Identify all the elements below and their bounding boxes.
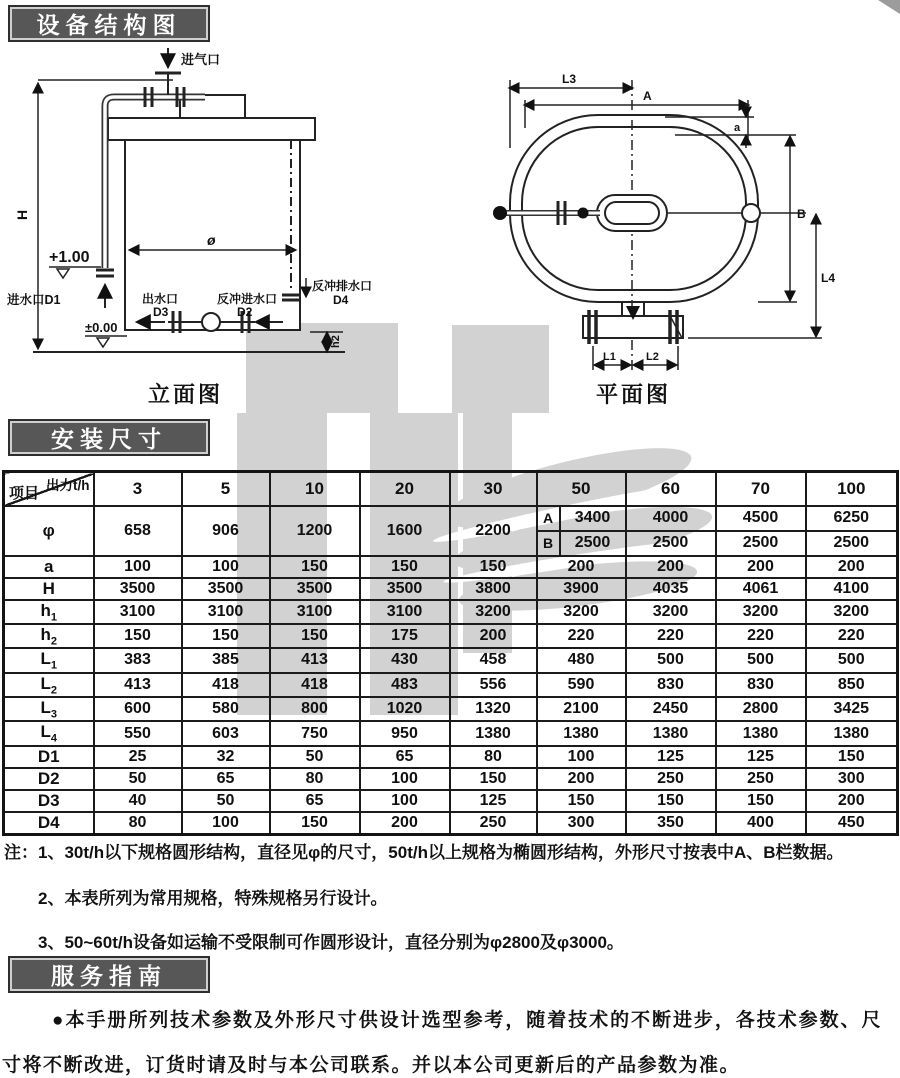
table-cell: 556 xyxy=(450,673,537,697)
elevation-caption: 立面图 xyxy=(148,382,224,407)
table-cell: 200 xyxy=(806,556,898,578)
dimensions-table xyxy=(2,470,899,836)
table-cell: 1380 xyxy=(716,721,806,745)
row-label: $L_4$ xyxy=(4,721,94,745)
dim-L4-label: L4 xyxy=(821,271,836,285)
col-header: 5 xyxy=(182,472,270,506)
table-cell: 150 xyxy=(450,556,537,578)
table-cell: 830 xyxy=(716,673,806,697)
table-cell: 250 xyxy=(626,768,716,790)
service-guide-text xyxy=(2,998,882,1078)
table-cell: 3200 xyxy=(537,600,626,624)
table-cell: 300 xyxy=(806,768,898,790)
row-label: $L_2$ xyxy=(4,673,94,697)
table-cell: 3900 xyxy=(537,578,626,600)
section-title: 设备结构图 xyxy=(36,12,182,38)
table-cell: 220 xyxy=(716,624,806,648)
water-inlet-label: 进水口D1 xyxy=(7,293,61,307)
table-cell: 800 xyxy=(270,697,360,721)
note-prefix: 注： xyxy=(4,843,38,862)
table-cell: 3500 xyxy=(182,578,270,600)
table-cell: 906 xyxy=(182,506,270,556)
table-cell: 3200 xyxy=(716,600,806,624)
table-cell: 418 xyxy=(182,673,270,697)
table-cell: 580 xyxy=(182,697,270,721)
table-cell: 2100 xyxy=(537,697,626,721)
table-cell: 600 xyxy=(94,697,182,721)
table-cell: 3425 xyxy=(806,697,898,721)
table-cell: 150 xyxy=(270,812,360,835)
pipe-end-cap xyxy=(493,206,507,220)
table-cell: 150 xyxy=(270,556,360,578)
table-cell: 1380 xyxy=(450,721,537,745)
table-cell: 150 xyxy=(450,768,537,790)
manhole-inner xyxy=(605,202,659,224)
table-cell: 500 xyxy=(806,648,898,672)
backwash-in-label: 反冲进水口 xyxy=(217,292,278,306)
level-marker-plus xyxy=(57,269,69,278)
table-cell: 1380 xyxy=(537,721,626,745)
table-cell: 100 xyxy=(94,556,182,578)
table-cell: 150 xyxy=(716,790,806,812)
table-cell: 100 xyxy=(360,790,450,812)
table-cell: 150 xyxy=(182,624,270,648)
table-cell: 3800 xyxy=(450,578,537,600)
pipe-valve-dot xyxy=(578,208,589,219)
corner-item-label: 项目 xyxy=(9,484,40,502)
table-cell: 603 xyxy=(182,721,270,745)
table-cell: 220 xyxy=(806,624,898,648)
table-cell: 1600 xyxy=(360,506,450,556)
col-header: 20 xyxy=(360,472,450,506)
table-corner-cell xyxy=(4,472,94,506)
air-inlet-label: 进气口 xyxy=(181,52,221,67)
table-cell: 850 xyxy=(806,673,898,697)
table-cell: 50 xyxy=(270,746,360,768)
table-cell: 150 xyxy=(360,556,450,578)
table-cell: 3100 xyxy=(94,600,182,624)
table-cell: 32 xyxy=(182,746,270,768)
ab-label: A xyxy=(537,506,560,531)
note-line-2: 2、本表所列为常用规格，特殊规格另行设计。 xyxy=(38,889,388,908)
page-curl xyxy=(878,0,900,14)
row-label: D3 xyxy=(4,790,94,812)
backwash-in-code: D2 xyxy=(237,305,253,319)
table-cell: 413 xyxy=(270,648,360,672)
table-cell: 2500 xyxy=(806,531,898,556)
col-header: 10 xyxy=(270,472,360,506)
section-title: 服务指南 xyxy=(51,963,167,989)
table-cell: 400 xyxy=(716,812,806,835)
note-text: 1、30t/h以下规格圆形结构，直径见φ的尺寸，50t/h以上规格为椭圆形结构，外形尺寸按表中A、B栏数据。 xyxy=(38,843,844,862)
table-cell: 220 xyxy=(626,624,716,648)
table-cell: 100 xyxy=(182,556,270,578)
table-cell: 3200 xyxy=(450,600,537,624)
table-cell: 830 xyxy=(626,673,716,697)
table-cell: 383 xyxy=(94,648,182,672)
col-header: 50 xyxy=(537,472,626,506)
dim-L1-label: L1 xyxy=(603,351,616,363)
service-guide-body: 本手册所列技术参数及外形尺寸供设计选型参考，随着技术的不断进步，各技术参数、尺寸将不断改进，订货时请及时与本公司联系。并以本公司更新后的产品参数为准。 xyxy=(2,1010,882,1076)
table-cell: 50 xyxy=(94,768,182,790)
row-label: $L_1$ xyxy=(4,648,94,672)
table-cell: 750 xyxy=(270,721,360,745)
table-cell: 3400 xyxy=(560,506,626,531)
table-cell: 200 xyxy=(806,790,898,812)
section-title: 安装尺寸 xyxy=(51,426,167,452)
table-cell: 250 xyxy=(450,812,537,835)
table-cell: 2500 xyxy=(560,531,626,556)
table-cell: 2200 xyxy=(450,506,537,556)
table-cell: 250 xyxy=(716,768,806,790)
table-cell: 1200 xyxy=(270,506,360,556)
elevation-linework xyxy=(33,48,345,352)
table-cell: 1380 xyxy=(626,721,716,745)
table-cell: 458 xyxy=(450,648,537,672)
table-cell: 300 xyxy=(537,812,626,835)
row-label: $L_3$ xyxy=(4,697,94,721)
col-header: 30 xyxy=(450,472,537,506)
row-label: a xyxy=(4,556,94,578)
table-cell: 3500 xyxy=(360,578,450,600)
col-header: 100 xyxy=(806,472,898,506)
table-cell: 125 xyxy=(450,790,537,812)
table-cell: 65 xyxy=(182,768,270,790)
table-cell: 3500 xyxy=(270,578,360,600)
table-cell: 418 xyxy=(270,673,360,697)
section-header-service xyxy=(8,956,210,993)
tank-lid xyxy=(108,118,315,140)
table-cell: 150 xyxy=(626,790,716,812)
dim-A-label: A xyxy=(643,89,652,103)
table-cell: 450 xyxy=(806,812,898,835)
plan-drawing xyxy=(450,48,890,388)
table-cell: 100 xyxy=(360,768,450,790)
dim-phi-label: ø xyxy=(207,232,216,248)
row-label: D1 xyxy=(4,746,94,768)
row-label: D4 xyxy=(4,812,94,835)
table-cell: 3100 xyxy=(182,600,270,624)
table-cell: 100 xyxy=(537,746,626,768)
row-label: $h_2$ xyxy=(4,624,94,648)
table-cell: 430 xyxy=(360,648,450,672)
table-cell: 4035 xyxy=(626,578,716,600)
dim-L3-label: L3 xyxy=(562,72,577,86)
table-cell: 480 xyxy=(537,648,626,672)
table-cell: 40 xyxy=(94,790,182,812)
row-label: D2 xyxy=(4,768,94,790)
plan-caption: 平面图 xyxy=(596,382,672,407)
table-cell: 500 xyxy=(716,648,806,672)
section-header-structure xyxy=(8,5,210,42)
dim-a-label: a xyxy=(734,122,741,134)
table-cell: 550 xyxy=(94,721,182,745)
table-cell: 6250 xyxy=(806,506,898,531)
table-cell: 50 xyxy=(182,790,270,812)
table-cell: 4500 xyxy=(716,506,806,531)
table-cell: 175 xyxy=(360,624,450,648)
row-label: $h_1$ xyxy=(4,600,94,624)
dim-L2-label: L2 xyxy=(646,351,659,363)
table-cell: 1020 xyxy=(360,697,450,721)
table-cell: 1320 xyxy=(450,697,537,721)
dim-B-label: B xyxy=(797,207,806,221)
table-cell: 200 xyxy=(537,556,626,578)
table-cell: 3100 xyxy=(270,600,360,624)
table-cell: 65 xyxy=(360,746,450,768)
bottom-valve xyxy=(202,313,220,331)
table-cell: 200 xyxy=(450,624,537,648)
outlet-code: D3 xyxy=(153,305,169,319)
table-cell: 3200 xyxy=(806,600,898,624)
table-cell: 950 xyxy=(360,721,450,745)
backwash-out-label: 反冲排水口 xyxy=(312,279,373,293)
backwash-out-code: D4 xyxy=(333,293,349,307)
table-cell: 413 xyxy=(94,673,182,697)
table-cell: 100 xyxy=(182,812,270,835)
note-line-3: 3、50~60t/h设备如运输不受限制可作圆形设计，直径分别为φ2800及φ3000。 xyxy=(38,933,624,952)
table-cell: 4100 xyxy=(806,578,898,600)
table-cell: 483 xyxy=(360,673,450,697)
table-cell: 150 xyxy=(806,746,898,768)
table-cell: 500 xyxy=(626,648,716,672)
table-cell: 80 xyxy=(450,746,537,768)
plan-linework xyxy=(493,80,822,370)
table-cell: 200 xyxy=(360,812,450,835)
table-cell: 385 xyxy=(182,648,270,672)
table-cell: 65 xyxy=(270,790,360,812)
table-cell: 150 xyxy=(94,624,182,648)
table-cell: 3200 xyxy=(626,600,716,624)
row-label: φ xyxy=(4,506,94,556)
level-plus-label: +1.00 xyxy=(49,249,90,266)
corner-output-label: 出力t/h xyxy=(46,478,90,493)
table-cell: 200 xyxy=(537,768,626,790)
table-cell: 4000 xyxy=(626,506,716,531)
bullet-icon: ● xyxy=(52,1010,66,1031)
table-cell: 200 xyxy=(716,556,806,578)
note-line-1 xyxy=(4,838,844,863)
table-cell: 125 xyxy=(626,746,716,768)
col-header: 70 xyxy=(716,472,806,506)
table-cell: 1380 xyxy=(806,721,898,745)
table-cell: 220 xyxy=(537,624,626,648)
col-header: 60 xyxy=(626,472,716,506)
table-cell: 80 xyxy=(94,812,182,835)
table-cell: 350 xyxy=(626,812,716,835)
table-cell: 125 xyxy=(716,746,806,768)
level-marker-zero xyxy=(97,338,109,347)
table-cell: 150 xyxy=(270,624,360,648)
level-zero-label: ±0.00 xyxy=(85,320,118,335)
inlet-bottom-flange xyxy=(96,270,114,276)
table-cell: 658 xyxy=(94,506,182,556)
dim-H-label: H xyxy=(14,209,30,220)
table-cell: 590 xyxy=(537,673,626,697)
elevation-drawing xyxy=(5,40,435,380)
row-label: H xyxy=(4,578,94,600)
table-cell: 150 xyxy=(537,790,626,812)
table-cell: 2500 xyxy=(626,531,716,556)
table-cell: 25 xyxy=(94,746,182,768)
section-header-install xyxy=(8,419,210,456)
table-cell: 3100 xyxy=(360,600,450,624)
col-header: 3 xyxy=(94,472,182,506)
ab-label: B xyxy=(537,531,560,556)
table-cell: 2500 xyxy=(716,531,806,556)
table-cell: 3500 xyxy=(94,578,182,600)
table-cell: 80 xyxy=(270,768,360,790)
outlet-label: 出水口 xyxy=(142,292,179,306)
table-cell: 4061 xyxy=(716,578,806,600)
dim-h2-label: h2 xyxy=(330,335,342,348)
table-cell: 2450 xyxy=(626,697,716,721)
table-cell: 200 xyxy=(626,556,716,578)
nozzle-circle xyxy=(742,204,760,222)
table-cell: 2800 xyxy=(716,697,806,721)
